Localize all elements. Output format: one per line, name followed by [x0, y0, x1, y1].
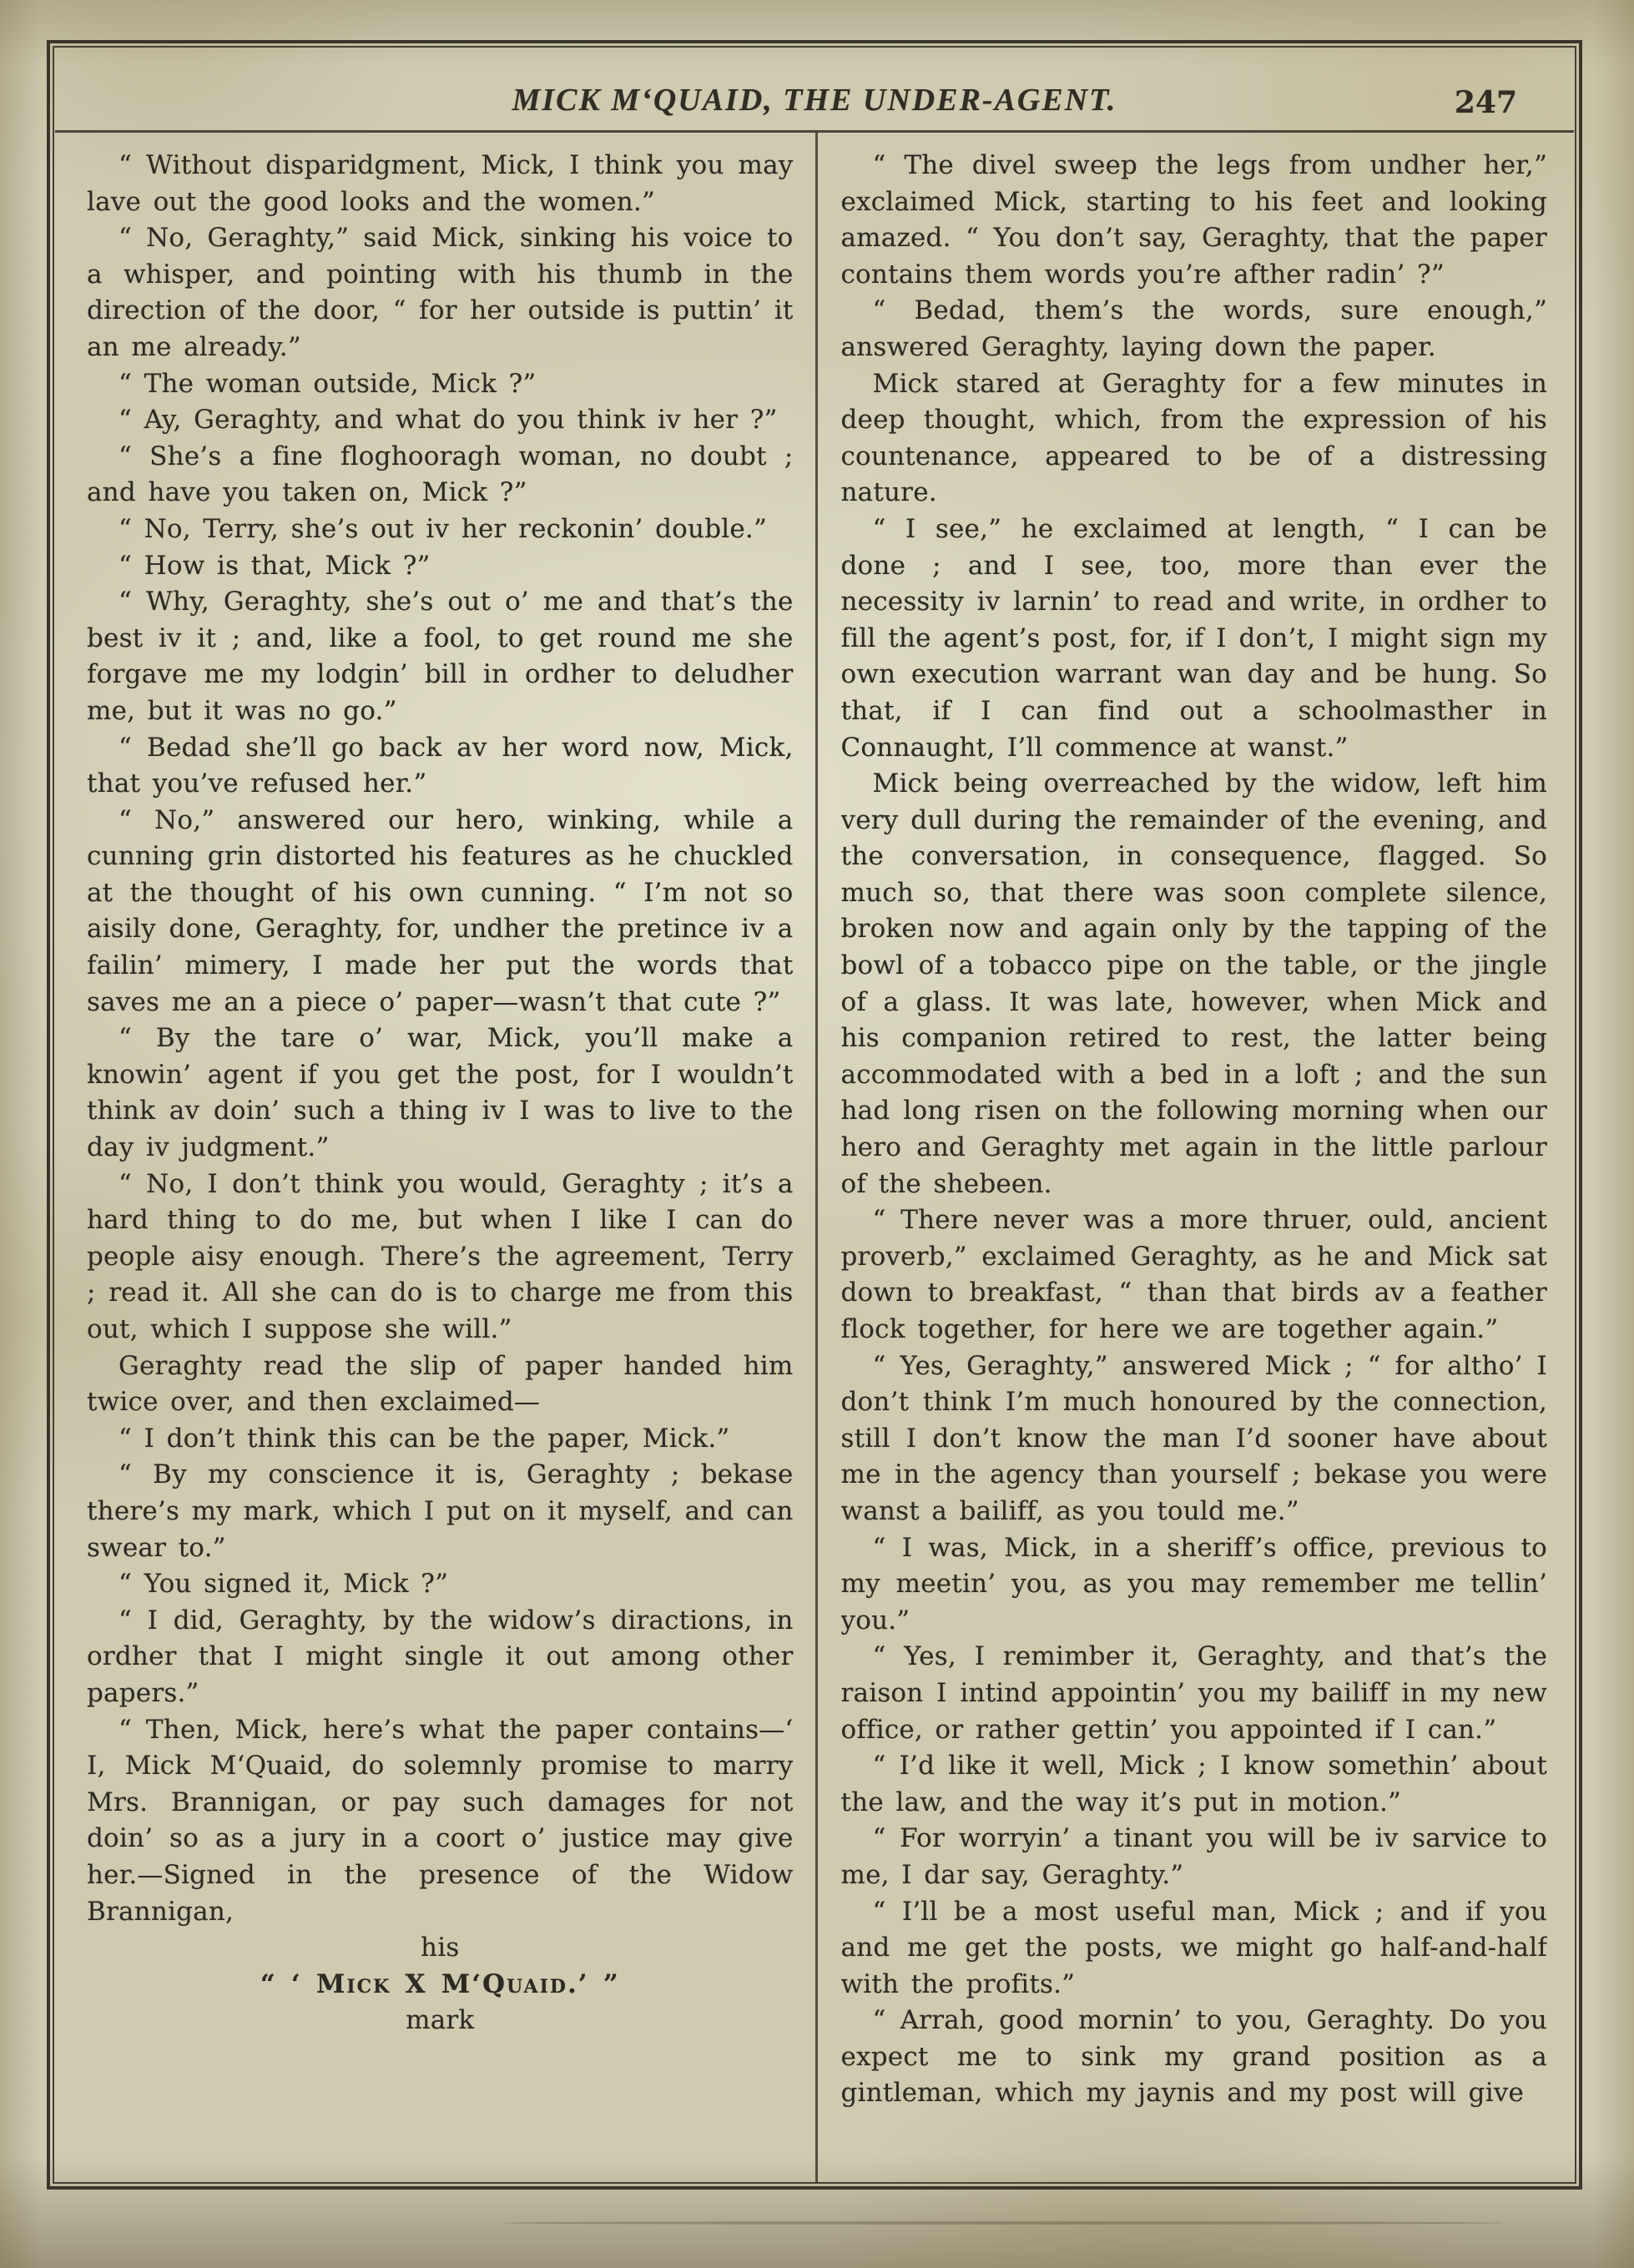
running-title: MICK M‘QUAID, THE UNDER-AGENT.: [512, 83, 1117, 118]
paragraph: Geraghty read the slip of paper handed him twice over, and then exclaimed—: [87, 1350, 794, 1418]
paragraph: “ You signed it, Mick ?”: [119, 1569, 449, 1600]
paragraph: “ I’d like it well, Mick ; I know somethin’ about the law, and the way it’s put in motion.”: [840, 1751, 1547, 1817]
paragraph: “ Without disparidgment, Mick, I think you may lave out the good looks and the women.”: [87, 150, 794, 217]
paragraph: “ By the tare o’ war, Mick, you’ll make a knowin’ agent if you get the post, for I wouldn’t think av doin’ such a thing iv I was to live to the day iv judgment.”: [87, 1023, 794, 1163]
paragraph: “ ‘ Mick X M‘Quaid.’ ”: [260, 1968, 620, 1999]
paragraph: “ By my conscience it is, Geraghty ; bekase there’s my mark, which I put on it myself, and can swear to.”: [87, 1459, 794, 1563]
paragraph: “ For worryin’ a tinant you will be iv sarvice to me, I dar say, Geraghty.”: [840, 1823, 1547, 1890]
paragraph: Mick being overreached by the widow, left him very dull during the remainder of the evening, and the conversation, in consequence, flagged. So much so, that there was soon complete silence, broken now and again only by the tapping of the bowl of a tobacco pipe on the table, or the jingle of a glass. It was late, however, when Mick and his companion retired to rest, the latter being accommodated with a bed in a loft ; and the sun had long risen on the following morning when our hero and Geraghty met again in the little parlour of the shebeen.: [840, 769, 1547, 1199]
paragraph: “ Why, Geraghty, she’s out o’ me and that’s the best iv it ; and, like a fool, to get round me she forgave me my lodgin’ bill in ordher to deludher me, but it was no go.”: [87, 587, 794, 726]
paragraph: “ I see,” he exclaimed at length, “ I can be done ; and I see, too, more than ever the necessity iv larnin’ to read and write, in ordher to fill the agent’s post, for, if I don’t, I might sign my own execution warrant wan day and be hung. So that, if I can find out a schoolmasther in Connaught, I’ll commence at wanst.”: [840, 513, 1547, 763]
page-number: 247: [1454, 85, 1517, 120]
paragraph: “ Bedad she’ll go back av her word now, Mick, that you’ve refused her.”: [87, 732, 794, 799]
paragraph: mark: [406, 2005, 475, 2036]
paragraph: “ No, Terry, she’s out iv her reckonin’ double.”: [119, 513, 768, 544]
paragraph: “ Arrah, good mornin’ to you, Geraghty. Do you expect me to sink my grand position as a gintleman, which my jaynis and my post will give: [840, 2005, 1547, 2109]
paragraph: “ No, Geraghty,” said Mick, sinking his voice to a whisper, and pointing with his thumb in the direction of the door, “ for her outside is puttin’ it an me already.”: [87, 223, 794, 362]
column-divider: [815, 133, 818, 2183]
right-column: [841, 133, 1548, 2183]
paragraph: “ Yes, Geraghty,” answered Mick ; “ for altho’ I don’t think I’m much honoured by the connection, still I don’t know the man I’d sooner have about me in the agency than yourself ; bekase you were wanst a bailiff, as you tould me.”: [840, 1350, 1547, 1526]
paragraph: “ I was, Mick, in a sheriff’s office, previous to my meetin’ you, as you may remember me tellin’ you.”: [840, 1532, 1547, 1635]
page-frame: [47, 40, 1582, 2190]
scan-artifact-crease: [501, 2221, 1502, 2225]
left-column: [87, 133, 794, 2183]
paragraph: Mick stared at Geraghty for a few minutes in deep thought, which, from the expression of his countenance, appeared to be of a distressing nature.: [840, 368, 1547, 508]
paragraph: “ The divel sweep the legs from undher her,” exclaimed Mick, starting to his feet and looking amazed. “ You don’t say, Geraghty, that the paper contains them words you’re afther radin’ ?”: [840, 150, 1547, 290]
paragraph: “ Then, Mick, here’s what the paper contains—‘ I, Mick M‘Quaid, do solemnly promise to marry Mrs. Brannigan, or pay such damages for not doin’ so as a jury in a coort o’ justice may give her.—Signed in the presence of the Widow Brannigan,: [87, 1714, 794, 1927]
paragraph: “ No,” answered our hero, winking, while a cunning grin distorted his features as he chuckled at the thought of his own cunning. “ I’m not so aisily done, Geraghty, for, undher the pretince iv a failin’ mimery, I made her put the words that saves me an a piece o’ paper—wasn’t that cute ?”: [87, 804, 794, 1017]
paragraph: “ No, I don’t think you would, Geraghty ; it’s a hard thing to do me, but when I like I can do people aisy enough. There’s the agreement, Terry ; read it. All she can do is to charge me from this out, which I suppose she will.”: [87, 1168, 794, 1344]
paragraph: “ Yes, I remimber it, Geraghty, and that’s the raison I intind appointin’ you my bailiff in my new office, or rather gettin’ you appointed if I can.”: [840, 1641, 1547, 1745]
paragraph: “ I’ll be a most useful man, Mick ; and if you and me get the posts, we might go half-and-half with the profits.”: [840, 1896, 1547, 1999]
paragraph: “ There never was a more thruer, ould, ancient proverb,” exclaimed Geraghty, as he and Mick sat down to breakfast, “ than that birds av a feather flock together, for here we are together again.”: [840, 1205, 1547, 1344]
paragraph: “ I did, Geraghty, by the widow’s diractions, in ordher that I might single it out among other papers.”: [87, 1605, 794, 1708]
page-header: [50, 43, 1579, 130]
paragraph: “ How is that, Mick ?”: [119, 550, 431, 581]
paragraph: “ I don’t think this can be the paper, Mick.”: [119, 1423, 730, 1454]
paragraph: “ She’s a fine floghooragh woman, no doubt ; and have you taken on, Mick ?”: [87, 441, 794, 508]
text-columns: [50, 133, 1579, 2183]
paragraph: “ Ay, Geraghty, and what do you think iv her ?”: [119, 405, 778, 436]
paragraph: “ Bedad, them’s the words, sure enough,” answered Geraghty, laying down the paper.: [840, 295, 1547, 362]
paragraph: “ The woman outside, Mick ?”: [119, 368, 537, 399]
paragraph: his: [421, 1933, 460, 1963]
